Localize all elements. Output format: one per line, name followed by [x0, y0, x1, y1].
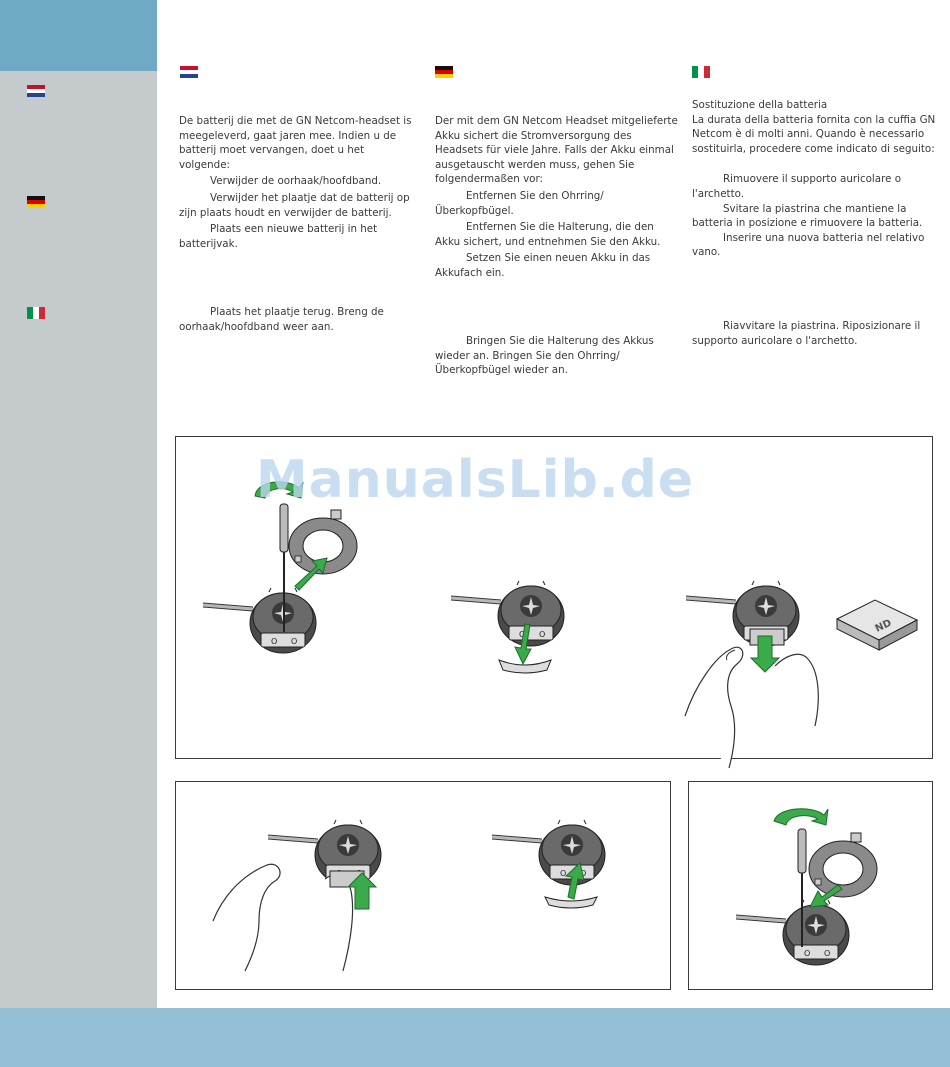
footer-band: [0, 1008, 950, 1067]
dutch-step-4: Plaats het plaatje terug. Breng de oorhaak/hoofdband weer aan.: [179, 306, 384, 333]
italian-step-3: Inserire una nuova batteria nel relativo vano.: [692, 231, 925, 259]
dutch-step-3: Plaats een nieuwe batterij in het batterijvak.: [179, 223, 378, 250]
italian-step-2: Svitare la piastrina che mantiene la batteria in posizione e rimuovere la batteria.: [692, 202, 923, 230]
italian-heading: Sostituzione della batteria: [692, 99, 828, 111]
german-step-1: Entfernen Sie den Ohrring/Überkopfbügel.: [435, 189, 604, 217]
german-step-4: Bringen Sie die Halterung des Akkus wieder an. Bringen Sie den Ohrring/Überkopfbügel wieder an.: [435, 335, 654, 377]
remove-battery-illustration: [685, 581, 917, 768]
screw-plate-illustration: [736, 809, 877, 965]
dutch-intro: De batterij die met de GN Netcom-headset is meegeleverd, gaat jaren mee. Indien u de batterij moet vervangen, doet u het volgende:: [179, 115, 412, 171]
battery-insert-illustration: [175, 781, 669, 988]
dutch-instructions: [179, 114, 415, 251]
flag-italy-icon: [27, 307, 45, 319]
remove-plate-illustration: [451, 581, 564, 673]
insert-battery-illustration: [213, 820, 381, 971]
sidebar-header-band: [0, 0, 157, 71]
italian-step-4: Riavvitare la piastrina. Riposizionare il supporto auricolare o l'archetto.: [692, 320, 921, 347]
flag-netherlands-icon: [27, 85, 45, 97]
italian-intro: La durata della batteria fornita con la cuffia GN Netcom è di molti anni. Quando è necessario sostituirla, procedere come indicato di seguito:: [692, 113, 936, 155]
flag-germany-icon: [435, 66, 453, 78]
italian-instructions: [692, 98, 938, 260]
german-step-2: Entfernen Sie die Halterung, die den Akku sichert, und entnehmen Sie den Akku.: [435, 221, 661, 248]
german-step-3: Setzen Sie einen neuen Akku in das Akkufach ein.: [435, 252, 651, 279]
watermark: ManualsLib.de: [255, 450, 695, 510]
dutch-step-1: Verwijder de oorhaak/hoofdband.: [210, 175, 382, 188]
flag-italy-icon: [692, 66, 710, 78]
italian-step-1: Rimuovere il supporto auricolare o l'archetto.: [692, 173, 901, 200]
german-intro: Der mit dem GN Netcom Headset mitgelieferte Akku sichert die Stromversorgung des Headsets für viele Jahre. Falls der Akku einmal ausgetauscht werden muss, gehen Sie folgendermaßen vor:: [435, 115, 678, 186]
german-instructions-end: [435, 334, 681, 378]
reattach-illustration: [688, 781, 931, 988]
flag-netherlands-icon: [180, 66, 198, 78]
dutch-instructions-end: [179, 305, 415, 334]
svg-text:ND: ND: [873, 617, 894, 635]
italian-instructions-end: [692, 319, 938, 348]
replace-plate-illustration: [492, 820, 605, 908]
german-instructions: [435, 114, 681, 281]
flag-germany-icon: [27, 196, 45, 208]
dutch-step-2: Verwijder het plaatje dat de batterij op zijn plaats houdt en verwijder de batterij.: [179, 191, 410, 219]
